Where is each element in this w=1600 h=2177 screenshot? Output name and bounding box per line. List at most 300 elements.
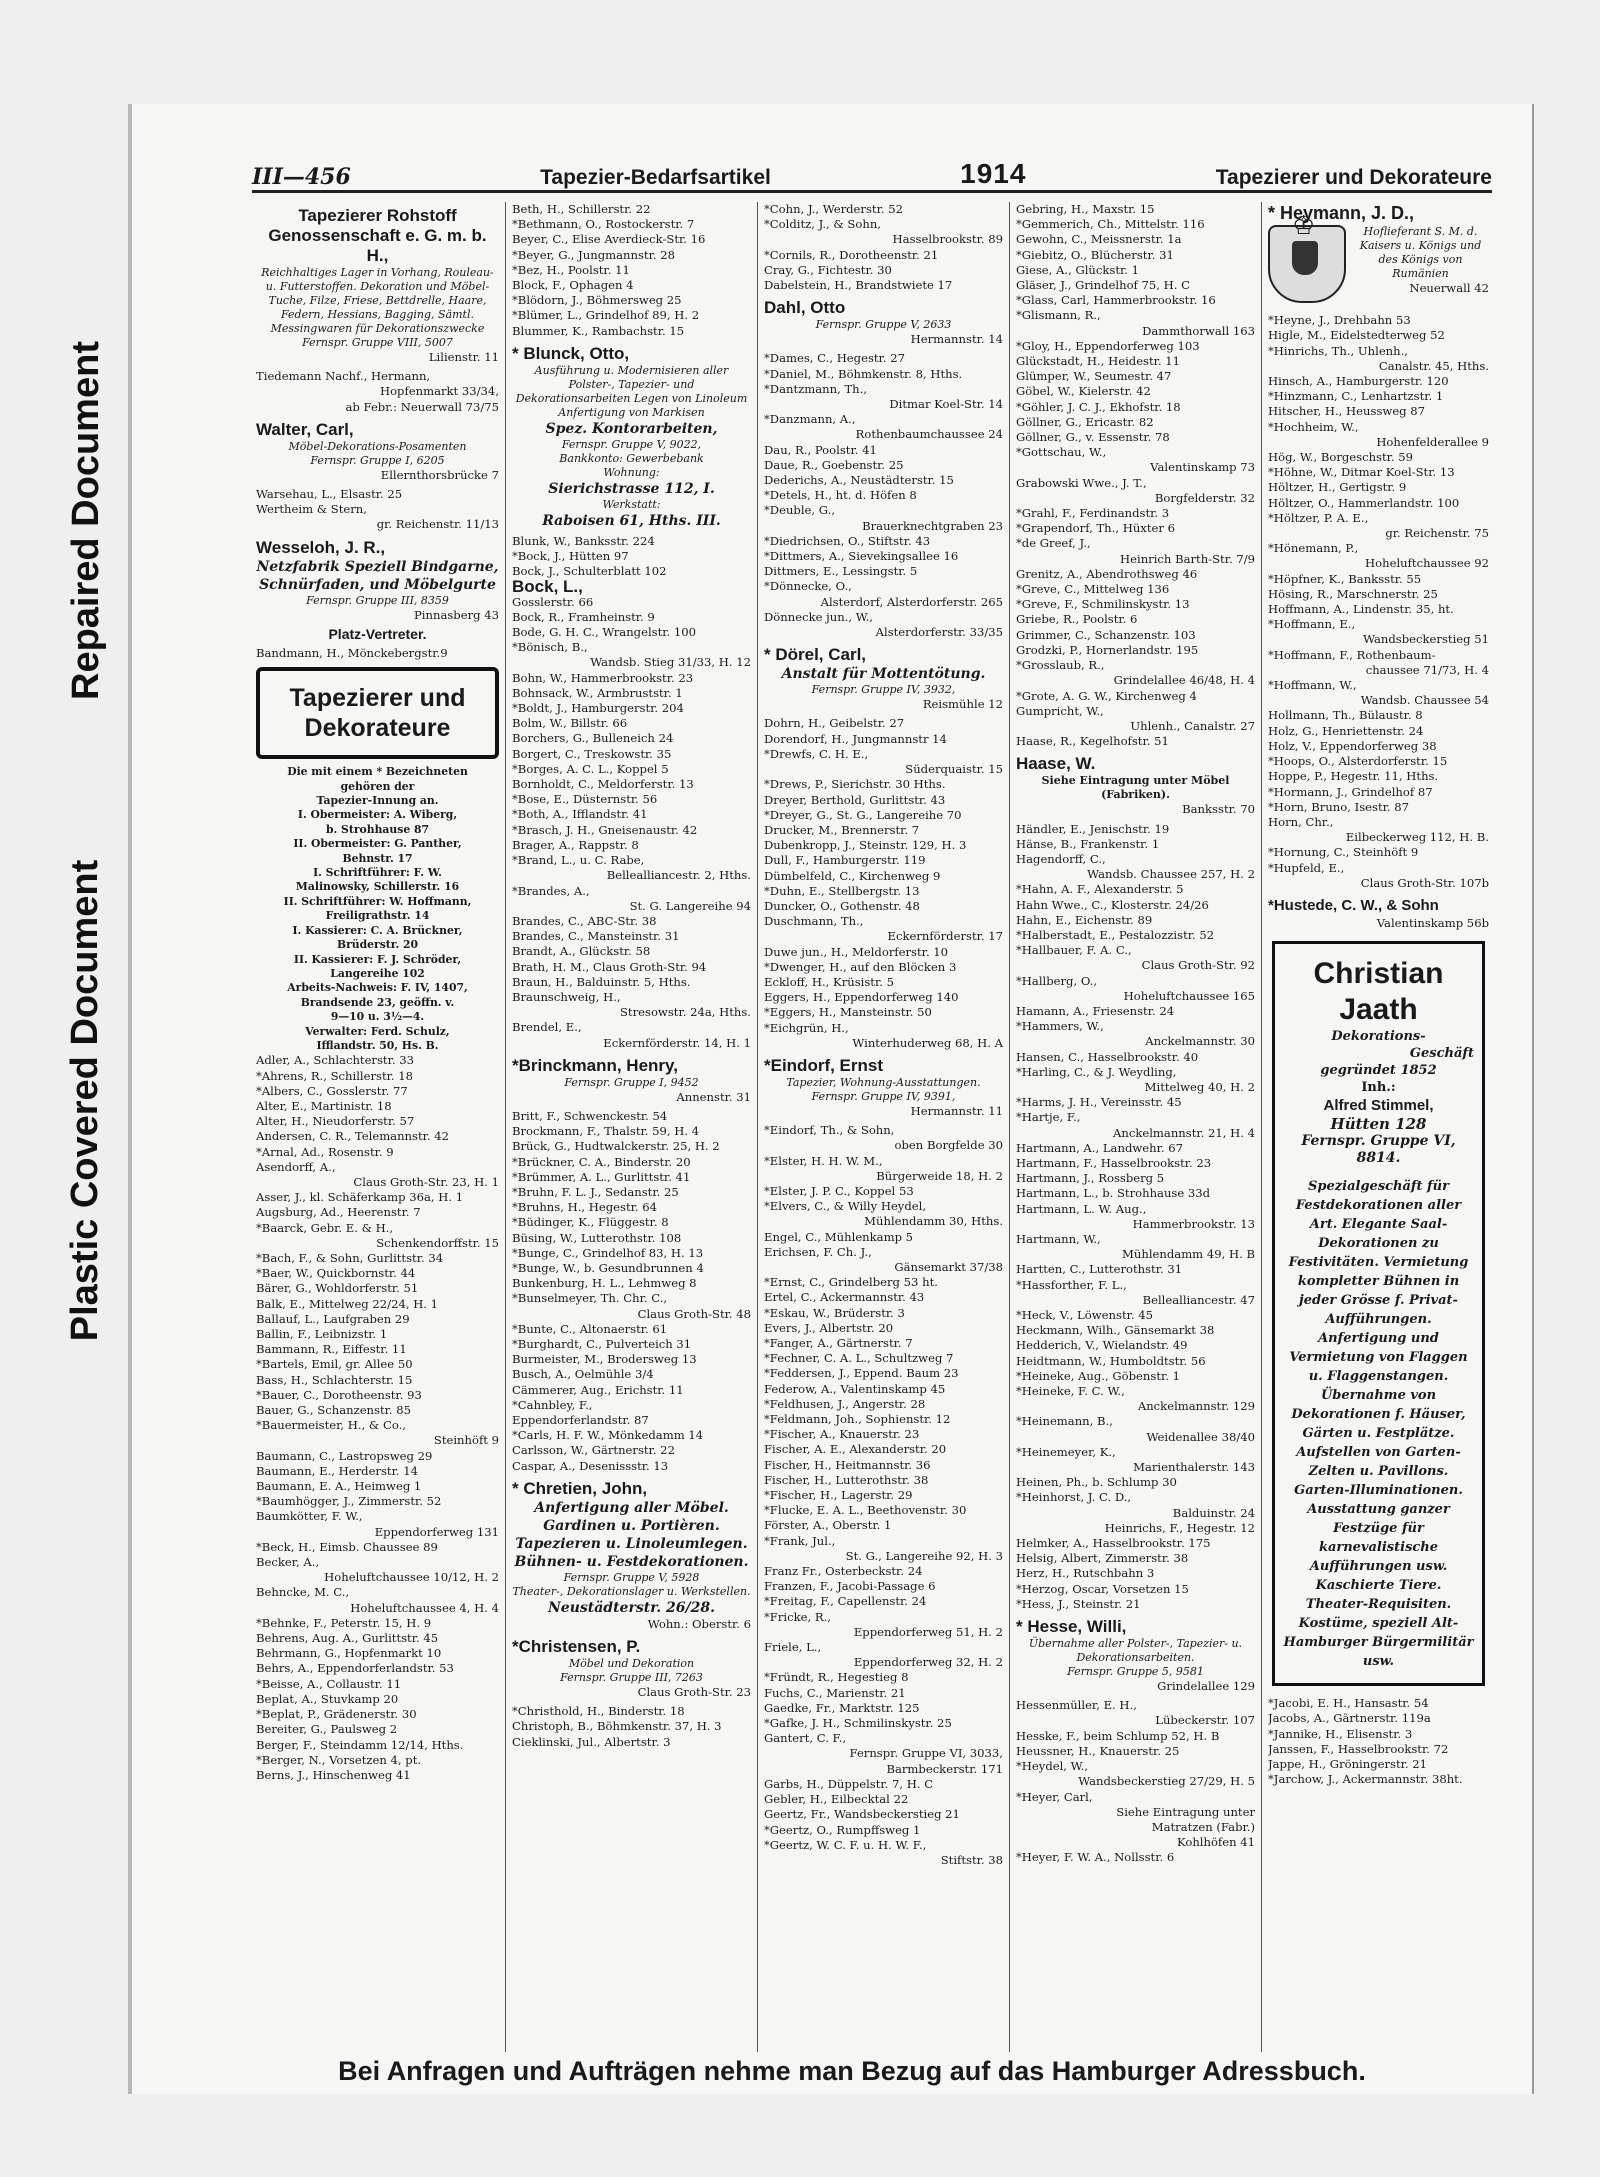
list-item: *Grote, A. G. W., Kirchenweg 4 xyxy=(1016,688,1197,703)
list-item: Cieklinski, Jul., Albertstr. 3 xyxy=(512,1734,671,1749)
list-item: *Deuble, G., xyxy=(764,503,836,518)
list-item: Tapezier-Innung an. xyxy=(316,794,439,808)
list-item: *Ahrens, R., Schillerstr. 18 xyxy=(256,1068,414,1083)
list-item: *Halberstadt, E., Pestalozzistr. 52 xyxy=(1016,927,1215,942)
ad-name: * Blunck, Otto, xyxy=(512,343,630,363)
list-item: Brüderstr. 20 xyxy=(336,938,419,952)
column-3 xyxy=(758,202,1010,2052)
list-item: Arbeits-Nachweis: F. IV, 1407, xyxy=(287,981,468,995)
list-item: gr. Reichenstr. 75 xyxy=(1385,526,1489,541)
ad-phone: Fernspr. Gruppe 5, 9581 xyxy=(1067,1665,1204,1679)
list-item: Beplat, A., Stuvkamp 20 xyxy=(256,1691,399,1706)
ad-description: Hoflieferant S. M. d. Kaisers u. Königs und des Königs von Rumänien xyxy=(1359,225,1482,281)
list-item: Hohenfelderallee 9 xyxy=(1376,434,1489,449)
list-item: Daue, R., Goebenstr. 25 xyxy=(764,457,904,472)
list-item: Heidtmann, W., Humboldtstr. 56 xyxy=(1016,1353,1206,1368)
list-item: Heinrichs, F., Hegestr. 12 xyxy=(1104,1520,1255,1535)
ad-rohstoff xyxy=(256,206,499,365)
list-item: Drucker, M., Brennerstr. 7 xyxy=(764,822,920,837)
list-item: *Brückner, C. A., Binderstr. 20 xyxy=(512,1154,691,1169)
list-item: *Frank, Jul., xyxy=(764,1533,836,1548)
list-item: *Jacobi, E. H., Hansastr. 54 xyxy=(1268,1696,1429,1711)
list-item: *Fründt, R., Hegestieg 8 xyxy=(764,1670,909,1685)
list-item: Balk, E., Mittelweg 22/24, H. 1 xyxy=(256,1296,439,1311)
ad-hustede xyxy=(1268,895,1489,931)
guild-officers xyxy=(256,765,499,1053)
list-item: Adler, A., Schlachterstr. 33 xyxy=(256,1053,414,1068)
ad-phone: Fernspr. Gruppe IV, 9391, xyxy=(811,1089,956,1103)
list-item: *Colditz, J., & Sohn, xyxy=(764,217,881,232)
list-item: Barmbeckerstr. 171 xyxy=(886,1761,1003,1776)
list-item: Fischer, A. E., Alexanderstr. 20 xyxy=(764,1442,947,1457)
list-item: *Hinrichs, Th., Uhlenh., xyxy=(1268,343,1408,358)
list-item: Göbel, W., Kielerstr. 42 xyxy=(1016,384,1151,399)
list-item: Holz, G., Henriettenstr. 24 xyxy=(1268,723,1424,738)
entry-group xyxy=(512,534,751,580)
entry-group xyxy=(512,595,751,1051)
ad-bank: Bankkonto: Gewerbebank xyxy=(559,451,704,465)
list-item: *Duhn, E., Stellbergstr. 13 xyxy=(764,883,920,898)
list-item: *Hartje, F., xyxy=(1016,1110,1081,1125)
list-item: Hoheluftchaussee 10/12, H. 2 xyxy=(324,1570,499,1585)
ad-wesseloh xyxy=(256,537,499,623)
ad-name: * Heymann, J. D., xyxy=(1268,203,1415,223)
section-title-left: Tapezier-Bedarfsartikel xyxy=(540,166,771,189)
list-item: *Arnal, Ad., Rosenstr. 9 xyxy=(256,1144,394,1159)
entry-group xyxy=(764,1123,1003,1868)
list-item: Beth, H., Schillerstr. 22 xyxy=(512,202,651,216)
list-item: *Eindorf, Th., & Sohn, xyxy=(764,1123,895,1138)
list-item: *Boldt, J., Hamburgerstr. 204 xyxy=(512,701,684,716)
list-item: Berger, F., Steindamm 12/14, Hths. xyxy=(256,1737,464,1752)
list-item: Balduinstr. 24 xyxy=(1172,1505,1255,1520)
ad-description: Theater-, Dekorationslager u. Werkstellen. xyxy=(512,1584,751,1598)
list-item: Bornholdt, C., Meldorferstr. 13 xyxy=(512,777,694,792)
ad-name: *Eindorf, Ernst xyxy=(764,1055,884,1075)
list-item: *Hoffmann, E., xyxy=(1268,617,1356,632)
list-item: Hahn Wwe., C., Klosterstr. 24/26 xyxy=(1016,897,1209,912)
list-item: Die mit einem * Bezeichneten xyxy=(287,765,468,779)
list-item: Eppendorferweg 51, H. 2 xyxy=(853,1624,1003,1639)
list-item: Helsig, Albert, Zimmerstr. 38 xyxy=(1016,1551,1189,1566)
list-item: Mühlendamm 49, H. B xyxy=(1122,1247,1255,1262)
list-item: *Eggers, H., Mansteinstr. 50 xyxy=(764,1005,932,1020)
list-item: Hitscher, H., Heussweg 87 xyxy=(1268,404,1426,419)
ad-description: Übernahme aller Polster-, Tapezier- u. Dekorationsarbeiten. xyxy=(1028,1637,1243,1665)
list-item: *Hochheim, W., xyxy=(1268,419,1359,434)
ad-description: Tapezier, Wohnung-Ausstattungen. xyxy=(786,1075,981,1089)
ad-address: Lilienstr. 11 xyxy=(428,350,499,364)
list-item: Dümbelfeld, C., Kirchenweg 9 xyxy=(764,868,941,883)
list-item: Kohlhöfen 41 xyxy=(1176,1835,1255,1850)
list-item: *Beisse, A., Collaustr. 11 xyxy=(256,1676,402,1691)
list-item: II. Kassierer: F. J. Schröder, xyxy=(293,952,462,966)
list-item: Höltzer, O., Hammerlandstr. 100 xyxy=(1268,495,1460,510)
list-item: *Heyer, Carl, xyxy=(1016,1789,1093,1804)
list-item: Eppendorferweg 32, H. 2 xyxy=(853,1655,1003,1670)
list-item: Behrmann, G., Hopfenmarkt 10 xyxy=(256,1646,442,1661)
list-item: Bammann, R., Eiffestr. 11 xyxy=(256,1342,407,1357)
ad-phone: Fernspr. Gruppe III, 7263 xyxy=(560,1671,703,1685)
list-item: Förster, A., Oberstr. 1 xyxy=(764,1518,892,1533)
list-item: Berns, J., Hinschenweg 41 xyxy=(256,1767,411,1782)
list-item: *Brümmer, A. L., Gurlittstr. 41 xyxy=(512,1169,691,1184)
list-item: *Feddersen, J., Eppend. Baum 23 xyxy=(764,1366,959,1381)
list-item: *Höltzer, P. A. E., xyxy=(1268,510,1369,525)
list-item: *Brand, L., u. C. Rabe, xyxy=(512,853,645,868)
list-item: *Heinhorst, J. C. D., xyxy=(1016,1490,1132,1505)
list-item: Brath, H. M., Claus Groth-Str. 94 xyxy=(512,959,707,974)
list-item: *Dreyer, G., St. G., Langereihe 70 xyxy=(764,807,962,822)
list-item: Gantert, C. F., xyxy=(764,1731,847,1746)
platz-heading: Platz-Vertreter. xyxy=(328,625,427,642)
ad-address: Hermannstr. 14 xyxy=(910,332,1003,347)
list-item: Dull, F., Hamburgerstr. 119 xyxy=(764,853,926,868)
list-item: Garbs, H., Düppelstr. 7, H. C xyxy=(764,1776,934,1791)
list-item: Cämmerer, Aug., Erichstr. 11 xyxy=(512,1382,684,1397)
list-item: *Grosslaub, R., xyxy=(1016,658,1105,673)
list-item: Borchers, G., Bulleneich 24 xyxy=(512,731,674,746)
list-item: Eckernförderstr. 14, H. 1 xyxy=(603,1035,751,1050)
list-item: Lübeckerstr. 107 xyxy=(1155,1713,1255,1728)
list-item: Fischer, H., Heitmannstr. 36 xyxy=(764,1457,931,1472)
ad-address: Hütten 128 xyxy=(1330,1115,1427,1134)
list-item: Baumkötter, F. W., xyxy=(256,1509,363,1524)
list-item: Dau, R., Poolstr. 41 xyxy=(764,442,877,457)
list-item: *Bunselmeyer, Th. Chr. C., xyxy=(512,1291,668,1306)
list-item: *Bock, J., Hütten 97 xyxy=(512,549,629,564)
entry-group xyxy=(1016,202,1255,749)
list-item: Hagendorff, C., xyxy=(1016,851,1106,866)
list-item: Verwalter: Ferd. Schulz, xyxy=(305,1024,450,1038)
list-item: *Bunge, W., b. Gesundbrunnen 4 xyxy=(512,1260,704,1275)
list-item: *Brasch, J. H., Gneisenaustr. 42 xyxy=(512,822,698,837)
list-item: Schenkendorffstr. 15 xyxy=(376,1235,499,1250)
list-item: *Baarck, Gebr. E. & H., xyxy=(256,1220,394,1235)
entry-group xyxy=(256,1053,499,1783)
list-item: *Blödorn, J., Böhmersweg 25 xyxy=(512,293,682,308)
list-item: Heinrich Barth-Str. 7/9 xyxy=(1120,551,1255,566)
ad-address: Banksstr. 70 xyxy=(1182,802,1255,817)
list-item: Hahn, E., Eichenstr. 89 xyxy=(1016,912,1153,927)
list-item: b. Strohhause 87 xyxy=(325,822,430,836)
ad-name: * Hesse, Willi, xyxy=(1016,1617,1127,1637)
list-item: *Grapendorf, Th., Hüxter 6 xyxy=(1016,521,1175,536)
list-item: Hedderich, V., Wielandstr. 49 xyxy=(1016,1338,1188,1353)
list-item: Gläser, J., Grindelhof 75, H. C xyxy=(1016,278,1191,293)
list-item: Langereihe 102 xyxy=(330,966,425,980)
ad-description: Ausführung u. Modernisieren aller Polster-, Tapezier- und Dekorationsarbeiten Legen von Linoleum Anfertigung von Markisen xyxy=(515,363,748,419)
list-item: Hartmann, F., Hasselbrookstr. 23 xyxy=(1016,1155,1212,1170)
list-item: *Blümer, L., Grindelhof 89, H. 2 xyxy=(512,308,700,323)
list-item: *Heinemeyer, K., xyxy=(1016,1444,1116,1459)
list-item: Alsterdorferstr. 33/35 xyxy=(875,625,1003,640)
ad-address: Raboisen 61, Hths. III. xyxy=(542,512,721,529)
list-item: Ballauf, L., Laufgraben 29 xyxy=(256,1311,410,1326)
list-item: St. G. Langereihe 94 xyxy=(629,898,751,913)
page-number: III—456 xyxy=(252,164,351,190)
list-item: Gebring, H., Maxstr. 15 xyxy=(1016,202,1155,216)
ad-jaath xyxy=(1272,941,1485,1686)
list-item: *Gottschau, W., xyxy=(1016,445,1107,460)
list-item: Block, F., Ophagen 4 xyxy=(512,278,634,293)
list-item: *Burghardt, C., Pulverteich 31 xyxy=(512,1336,692,1351)
list-item: Hartmann, L., b. Strohhause 33d xyxy=(1016,1186,1211,1201)
entry-group xyxy=(512,202,751,339)
list-item: *Bunte, C., Altonaerstr. 61 xyxy=(512,1321,668,1336)
list-item: *de Greef, J., xyxy=(1016,536,1091,551)
list-item: Hänse, B., Frankenstr. 1 xyxy=(1016,836,1160,851)
entry-bold-name: Bock, L., xyxy=(512,577,583,597)
list-item: *Gloy, H., Eppendorferweg 103 xyxy=(1016,338,1200,353)
list-item: Holz, V., Eppendorferweg 38 xyxy=(1268,738,1437,753)
list-item: *Jannike, H., Elisenstr. 3 xyxy=(1268,1726,1413,1741)
list-item: *Hupfeld, E., xyxy=(1268,860,1345,875)
list-item: *Borges, A. C. L., Koppel 5 xyxy=(512,761,669,776)
list-item: Heinen, Ph., b. Schlump 30 xyxy=(1016,1475,1177,1490)
list-item: Behrens, Aug. A., Gurlittstr. 45 xyxy=(256,1631,439,1646)
ad-slogan: Anfertigung aller Möbel. Gardinen u. Portièren. Tapezieren u. Linoleumlegen. Bühnen- u. Festdekorationen. xyxy=(514,1499,749,1570)
list-item: II. Schriftführer: W. Hoffmann, xyxy=(283,894,472,908)
list-item: Borgfelderstr. 32 xyxy=(1154,490,1255,505)
list-item: Gaedke, Fr., Marktstr. 125 xyxy=(764,1700,920,1715)
list-item: Anckelmannstr. 129 xyxy=(1137,1399,1255,1414)
list-item: Mühlendamm 30, Hths. xyxy=(864,1214,1003,1229)
ad-phone: Fernspr. Gruppe I, 9452 xyxy=(564,1075,699,1089)
list-item: *Glismann, R., xyxy=(1016,308,1101,323)
list-item: *Dwenger, H., auf den Blöcken 3 xyxy=(764,959,957,974)
list-item: *Bez, H., Poolstr. 11 xyxy=(512,262,630,277)
ad-name: Walter, Carl, xyxy=(256,419,354,439)
list-item: *Elster, H. H. W. M., xyxy=(764,1153,883,1168)
list-item: Bohn, W., Hammerbrookstr. 23 xyxy=(512,670,694,685)
list-item: Hollmann, Th., Bülaustr. 8 xyxy=(1268,708,1423,723)
ad-address: Valentinskamp 56b xyxy=(1376,915,1489,930)
ad-address: Claus Groth-Str. 23 xyxy=(637,1685,751,1700)
list-item: Becker, A., xyxy=(256,1555,320,1570)
list-item: Herz, H., Rutschbahn 3 xyxy=(1016,1566,1155,1581)
list-item: Eggers, H., Eppendorferweg 140 xyxy=(764,990,959,1005)
list-item: Erichsen, F. Ch. J., xyxy=(764,1244,872,1259)
section-title-right: Tapezierer und Dekorateure xyxy=(1215,166,1492,189)
list-item: Asendorff, A., xyxy=(256,1159,336,1174)
list-item: Wandsb. Chaussee 54 xyxy=(1360,693,1489,708)
list-item: Fischer, H., Lutterothstr. 38 xyxy=(764,1472,929,1487)
list-item: Höltzer, H., Gertigstr. 9 xyxy=(1268,480,1407,495)
list-item: *Heinemann, B., xyxy=(1016,1414,1113,1429)
list-item: Bode, G. H. C., Wrangelstr. 100 xyxy=(512,625,697,640)
list-item: Hartmann, A., Landwehr. 67 xyxy=(1016,1140,1184,1155)
list-item: Anckelmannstr. 21, H. 4 xyxy=(1113,1125,1255,1140)
list-item: *Heineke, F. C. W., xyxy=(1016,1384,1125,1399)
list-item: *Hinzmann, C., Lenhartzstr. 1 xyxy=(1268,389,1444,404)
list-item: *Geertz, O., Rumpffsweg 1 xyxy=(764,1822,921,1837)
list-item: Dammthorwall 163 xyxy=(1142,323,1255,338)
list-item: Wandsb. Stieg 31/33, H. 12 xyxy=(590,655,751,670)
list-item: *Both, A., Ifflandstr. 41 xyxy=(512,807,648,822)
list-item: *Albers, C., Gosslerstr. 77 xyxy=(256,1083,408,1098)
list-item: Heussner, H., Knauerstr. 25 xyxy=(1016,1743,1180,1758)
royal-crest-icon xyxy=(1268,225,1346,303)
list-item: Dönnecke jun., W., xyxy=(764,609,873,624)
ad-heymann xyxy=(1268,225,1489,303)
list-item: Uhlenh., Canalstr. 27 xyxy=(1130,718,1255,733)
list-item: Beyer, C., Elise Averdieck-Str. 16 xyxy=(512,232,706,247)
list-item: *Bartels, Emil, gr. Allee 50 xyxy=(256,1357,413,1372)
column-1 xyxy=(250,202,506,2052)
list-item: Siehe Eintragung unter xyxy=(1116,1804,1255,1819)
list-item: Bunkenburg, H. L., Lehmweg 8 xyxy=(512,1276,697,1291)
list-item: *Bach, F., & Sohn, Gurlittstr. 34 xyxy=(256,1251,444,1265)
list-item: Hopfenmarkt 33/34, xyxy=(379,384,499,399)
ad-address: Annenstr. 31 xyxy=(676,1089,751,1104)
list-item: *Hormann, J., Grindelhof 87 xyxy=(1268,784,1433,799)
ad-phone: Fernspr. Gruppe V, 9022, xyxy=(561,437,702,451)
ad-address: Sierichstrasse 112, I. xyxy=(548,480,715,497)
ad-address: Hermannstr. 11 xyxy=(910,1103,1003,1118)
footer-notice: Bei Anfragen und Aufträgen nehme man Bezug auf das Hamburger Adressbuch. xyxy=(338,2056,1366,2086)
list-item: *Hess, J., Steinstr. 21 xyxy=(1016,1596,1141,1611)
list-item: Hammerbrookstr. 13 xyxy=(1132,1216,1255,1231)
list-item: Asser, J., kl. Schäferkamp 36a, H. 1 xyxy=(256,1190,464,1205)
document-page xyxy=(128,104,1532,2094)
ad-chretien xyxy=(512,1478,751,1632)
list-item: Dubenkropp, J., Steinstr. 129, H. 3 xyxy=(764,838,967,853)
list-item: Franzen, F., Jacobi-Passage 6 xyxy=(764,1579,936,1594)
list-item: Hessenmüller, E. H., xyxy=(1016,1698,1137,1713)
list-item: St. G., Langereihe 92, H. 3 xyxy=(845,1548,1003,1563)
list-item: Federow, A., Valentinskamp 45 xyxy=(764,1381,946,1396)
list-item: Brauerknechtgraben 23 xyxy=(862,518,1003,533)
list-item: Alter, H., Nieudorferstr. 57 xyxy=(256,1114,415,1129)
list-item: *Beplat, P., Grädenerstr. 30 xyxy=(256,1707,417,1722)
list-item: Caspar, A., Desenissstr. 13 xyxy=(512,1458,669,1473)
list-item: Dreyer, Berthold, Gurlittstr. 43 xyxy=(764,792,946,807)
list-item: *Flucke, E. A. L., Beethovenstr. 30 xyxy=(764,1503,967,1518)
list-item: *Carls, H. F. W., Mönkedamm 14 xyxy=(512,1428,704,1443)
list-item: Dabelstein, H., Brandstwiete 17 xyxy=(764,278,953,293)
ad-brinckmann xyxy=(512,1055,751,1105)
ad-name: * Dörel, Carl, xyxy=(764,645,867,665)
list-item: *Hassforther, F. L., xyxy=(1016,1277,1127,1292)
list-item: chaussee 71/73, H. 4 xyxy=(1365,662,1489,677)
list-item: Bauer, G., Schanzenstr. 85 xyxy=(256,1403,412,1418)
list-item: *Heyne, J., Drehbahn 53 xyxy=(1268,313,1411,328)
list-item: Weidenallee 38/40 xyxy=(1146,1429,1255,1444)
list-item: Eppendorferweg 131 xyxy=(374,1524,499,1539)
list-item: Hansen, C., Hasselbrookstr. 40 xyxy=(1016,1049,1199,1064)
column-4 xyxy=(1010,202,1262,2052)
list-item: *Harling, C., & J. Weydling, xyxy=(1016,1064,1177,1079)
list-item: Gebler, H., Eilbecktal 22 xyxy=(764,1792,909,1807)
list-item: Hoheluftchaussee 4, H. 4 xyxy=(350,1600,499,1615)
list-item: Hamann, A., Friesenstr. 24 xyxy=(1016,1003,1175,1018)
list-item: Hoheluftchaussee 165 xyxy=(1123,988,1255,1003)
list-item: Grabowski Wwe., J. T., xyxy=(1016,475,1147,490)
list-item: *Cohn, J., Werderstr. 52 xyxy=(764,202,903,216)
list-item: *Elvers, C., & Willy Heydel, xyxy=(764,1199,927,1214)
list-item: *Hoops, O., Alsterdorferstr. 15 xyxy=(1268,754,1448,769)
list-item: Anckelmannstr. 30 xyxy=(1145,1034,1255,1049)
list-item: *Behnke, F., Peterstr. 15, H. 9 xyxy=(256,1615,432,1630)
ad-name: *Hustede, C. W., & Sohn xyxy=(1268,896,1439,914)
list-item: Eilbeckerweg 112, H. B. xyxy=(1345,830,1489,845)
entry-group xyxy=(764,716,1003,1050)
list-item: Carlsson, W., Gärtnerstr. 22 xyxy=(512,1443,675,1458)
list-item: *Fischer, H., Lagerstr. 29 xyxy=(764,1488,913,1503)
list-item: Griebe, R., Poolstr. 6 xyxy=(1016,612,1138,627)
list-item: *Fechner, C. A. L., Schultzweg 7 xyxy=(764,1351,954,1366)
list-item: Grenitz, A., Abendrothsweg 46 xyxy=(1016,566,1198,581)
list-item: *Gafke, J. H., Schmilinskystr. 25 xyxy=(764,1716,952,1731)
ad-slogan: Anstalt für Mottentötung. xyxy=(781,666,986,683)
list-item: Friele, L., xyxy=(764,1640,822,1655)
list-item: I. Schriftführer: F. W. xyxy=(313,866,442,880)
list-item: Andersen, C. R., Telemannstr. 42 xyxy=(256,1129,450,1144)
list-item: *Glass, Carl, Hammerbrookstr. 16 xyxy=(1016,293,1216,308)
ad-haase xyxy=(1016,753,1255,817)
list-item: Dederichs, A., Neustädterstr. 15 xyxy=(764,473,954,488)
list-item: Baumann, E. A., Heimweg 1 xyxy=(256,1479,422,1494)
list-item: Hesske, F., beim Schlump 52, H. B xyxy=(1016,1728,1220,1743)
entry-group xyxy=(1268,313,1489,891)
list-item: Ertel, C., Ackermannstr. 43 xyxy=(764,1290,925,1305)
ad-address: Grindelallee 129 xyxy=(1157,1679,1255,1694)
list-item: *Freitag, F., Capellenstr. 24 xyxy=(764,1594,927,1609)
ad-line: Dekorations- xyxy=(1331,1029,1426,1045)
ad-name: Tapezierer Rohstoff Genossenschaft e. G. m. b. H., xyxy=(268,206,487,265)
entry-group xyxy=(256,369,499,415)
ad-description: Siehe Eintragung unter Möbel (Fabriken). xyxy=(1041,774,1230,802)
list-item: *Feldhusen, J., Angerstr. 28 xyxy=(764,1396,926,1411)
list-item: Freiligrathstr. 14 xyxy=(325,909,430,923)
list-item: Claus Groth-Str. 23, H. 1 xyxy=(353,1174,499,1189)
list-item: Wandsbeckerstieg 27/29, H. 5 xyxy=(1078,1774,1255,1789)
entry-group xyxy=(512,1704,751,1750)
list-item: Händler, E., Jenischstr. 19 xyxy=(1016,821,1170,836)
list-item: Burmeister, M., Brodersweg 13 xyxy=(512,1352,697,1367)
list-item: *Brandes, A., xyxy=(512,883,590,898)
list-item: Ballin, F., Leibnizstr. 1 xyxy=(256,1327,388,1342)
list-item: Wertheim & Stern, xyxy=(256,502,367,517)
list-item: Winterhuderweg 68, H. A xyxy=(852,1035,1003,1050)
list-item: *Hammers, W., xyxy=(1016,1019,1104,1034)
list-item: Eckernförderstr. 17 xyxy=(887,929,1003,944)
list-item: Gewohn, C., Meissnerstr. 1a xyxy=(1016,232,1182,247)
list-item: Brendel, E., xyxy=(512,1020,582,1035)
list-item: *Berger, N., Vorsetzen 4, pt. xyxy=(256,1752,422,1767)
list-item: Jappe, H., Gröningerstr. 21 xyxy=(1268,1756,1428,1771)
list-item: Horn, Chr., xyxy=(1268,814,1334,829)
entry-group xyxy=(1016,822,1255,1613)
ad-address: Neustädterstr. 26/28. xyxy=(548,1599,715,1616)
list-item: Dorendorf, H., Jungmannstr 14 xyxy=(764,731,947,746)
list-item: *Diedrichsen, O., Stiftstr. 43 xyxy=(764,533,931,548)
list-item: *Göhler, J. C. J., Ekhofstr. 18 xyxy=(1016,399,1181,414)
ad-description: Reichhaltiges Lager in Vorhang, Rouleau- u. Futterstoffen. Dekoration und Möbel-Tuche, Filze, Friese, Bettdrelle, Haare, Federn, Hessians, Bagging, Sämtl. Messingwaren für Dekorationszwecke xyxy=(261,266,494,335)
entry-group xyxy=(256,487,499,533)
list-item: *Ernst, C., Grindelberg 53 ht. xyxy=(764,1275,938,1290)
entry-group xyxy=(1268,1696,1489,1787)
list-item: *Grahl, F., Ferdinandstr. 3 xyxy=(1016,506,1170,521)
list-item: Jacobs, A., Gärtnerstr. 119a xyxy=(1268,1711,1431,1726)
list-item: oben Borgfelde 30 xyxy=(894,1138,1003,1153)
ad-address: Ellernthorsbrücke 7 xyxy=(380,467,499,482)
list-item: I. Kassierer: C. A. Brückner, xyxy=(292,923,463,937)
list-item: Duwe jun., H., Meldorferstr. 10 xyxy=(764,944,949,959)
list-item: *Baer, W., Quickbornstr. 44 xyxy=(256,1266,416,1281)
ad-address: Pinnasberg 43 xyxy=(414,607,499,622)
